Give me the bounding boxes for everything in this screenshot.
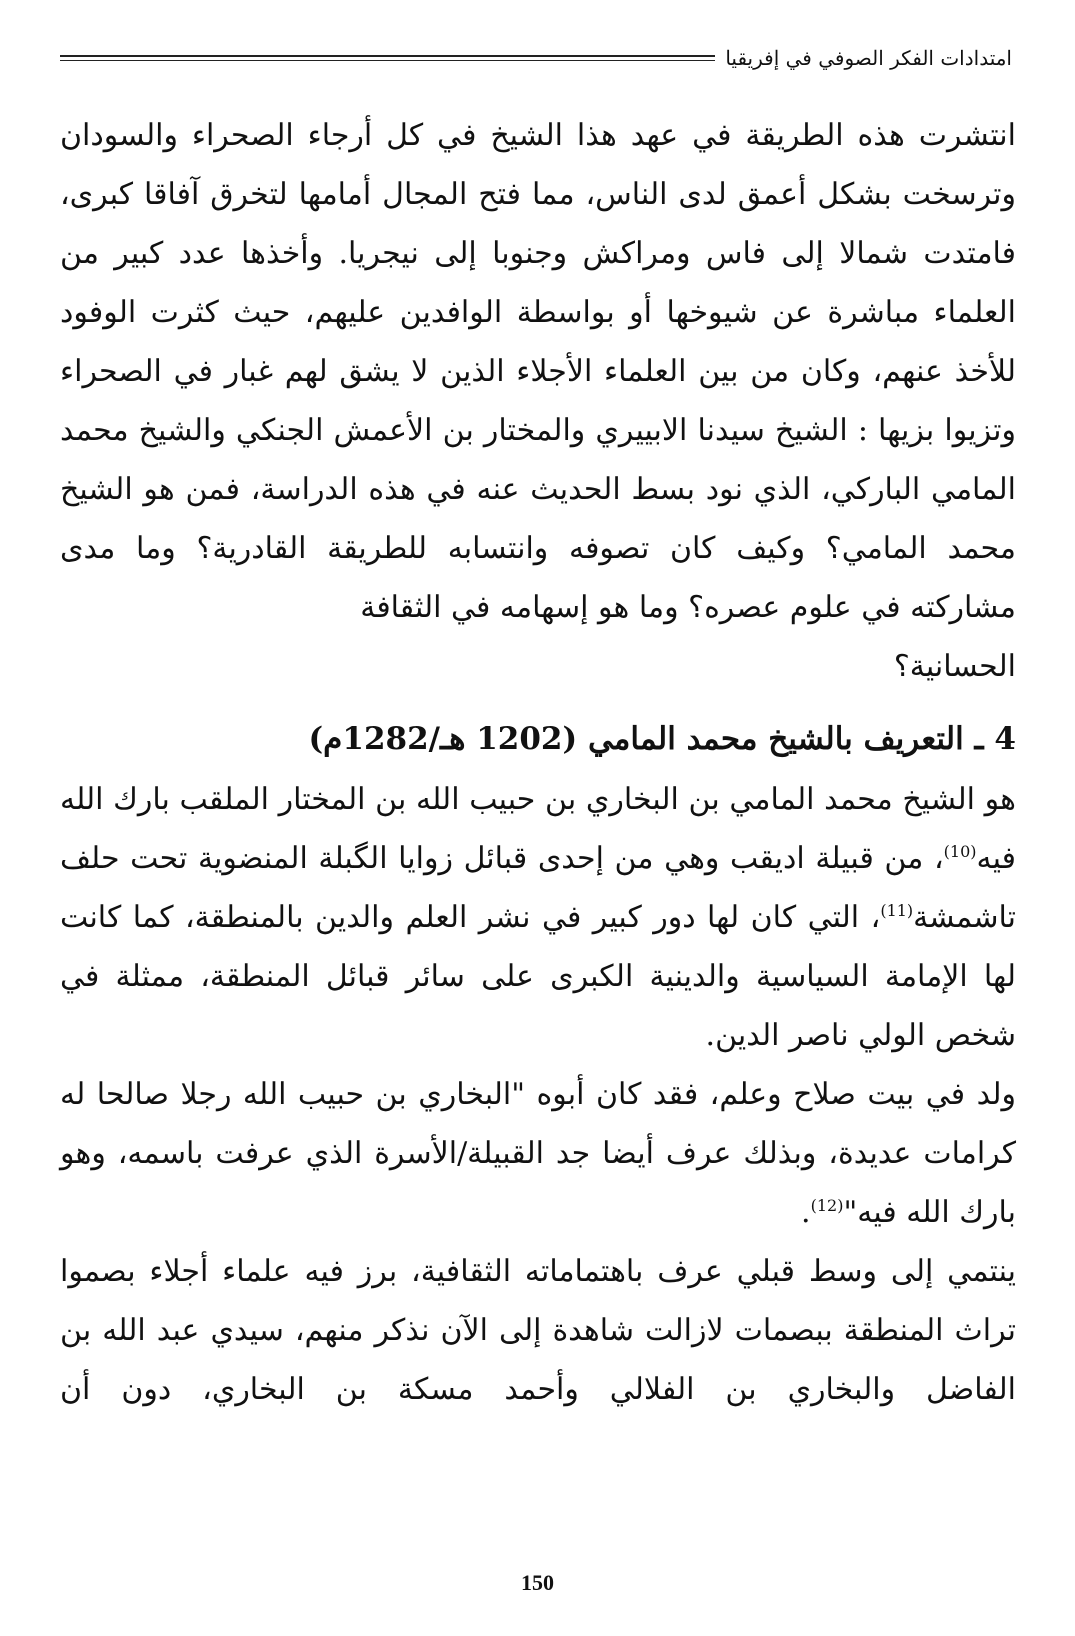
paragraph-3-end: . xyxy=(801,1195,811,1230)
footnote-ref-10: (10) xyxy=(943,842,977,861)
footnote-ref-11: (11) xyxy=(880,901,914,920)
paragraph-1 xyxy=(60,106,1016,696)
paragraph-2-part-a: هو الشيخ محمد المامي بن البخاري بن حبيب الله بن المختار الملقب بارك الله فيه xyxy=(60,782,1016,876)
running-header xyxy=(60,38,1016,78)
header-rule xyxy=(60,55,715,61)
paragraph-2-part-b: ، من قبيلة اديقب وهي من إحدى قبائل زوايا الگبلة المنضوية تحت حلف تاشمشة xyxy=(60,841,1016,935)
header-rule-thin xyxy=(60,60,715,61)
paragraph-1-tail: الحسانية؟ xyxy=(893,649,1016,684)
paragraph-2 xyxy=(60,770,1016,1065)
running-title: امتدادات الفكر الصوفي في إفريقيا xyxy=(725,46,1012,70)
page-number: 150 xyxy=(521,1570,554,1595)
footnote-ref-12: (12) xyxy=(810,1196,844,1215)
page-body xyxy=(60,106,1016,1419)
section-heading: 4 ـ التعريف بالشيخ محمد المامي (1202 هـ/1282م) xyxy=(308,721,1016,757)
paragraph-1-text: انتشرت هذه الطريقة في عهد هذا الشيخ في كل أرجاء الصحراء والسودان وترسخت بشكل أعمق لدى الناس، مما فتح المجال أمامها لتخرق آفاقا كبرى، فامتدت شمالا إلى فاس ومراكش وجنوبا إلى نيجريا. وأخذها عدد كبير من العلماء مباشرة عن شيوخها أو بواسطة الوافدين عليهم، حيث كثرت الوفود للأخذ عنهم، وكان من بين العلماء الأجلاء الذين لا يشق لهم غبار في الصحراء وتزيوا بزيها : الشيخ سيدنا الابييري والمختار بن الأعمش الجنكي والشيخ محمد المامي الباركي، الذي نود بسط الحديث عنه في هذه الدراسة، فمن هو الشيخ محمد المامي؟ وكيف كان تصوفه وانتسابه للطريقة القادرية؟ وما مدى مشاركته في علوم عصره؟ وما هو إسهامه في الثقافة xyxy=(60,118,1016,625)
header-rule-thick xyxy=(60,55,715,57)
paragraph-4: ينتمي إلى وسط قبلي عرف باهتماماته الثقافية، برز فيه علماء أجلاء بصموا تراث المنطقة ببصمات لازالت شاهدة إلى الآن نذكر منهم، سيدي عبد الله بن الفاضل والبخاري بن الفلالي وأحمد مسكة بن البخاري، دون أن xyxy=(60,1254,1016,1407)
paragraph-3 xyxy=(60,1065,1016,1242)
paragraph-3-text: ولد في بيت صلاح وعلم، فقد كان أبوه "البخاري بن حبيب الله رجلا صالحا له كرامات عديدة، وبذلك عرف أيضا جد القبيلة/الأسرة الذي عرفت باسمه، وهو بارك الله فيه" xyxy=(60,1077,1016,1230)
paragraph-2-part-c: ، التي كان لها دور كبير في نشر العلم والدين بالمنطقة، كما كانت لها الإمامة السياسية والدينية الكبرى على سائر قبائل المنطقة، ممثلة في شخص الولي ناصر الدين. xyxy=(60,900,1016,1053)
